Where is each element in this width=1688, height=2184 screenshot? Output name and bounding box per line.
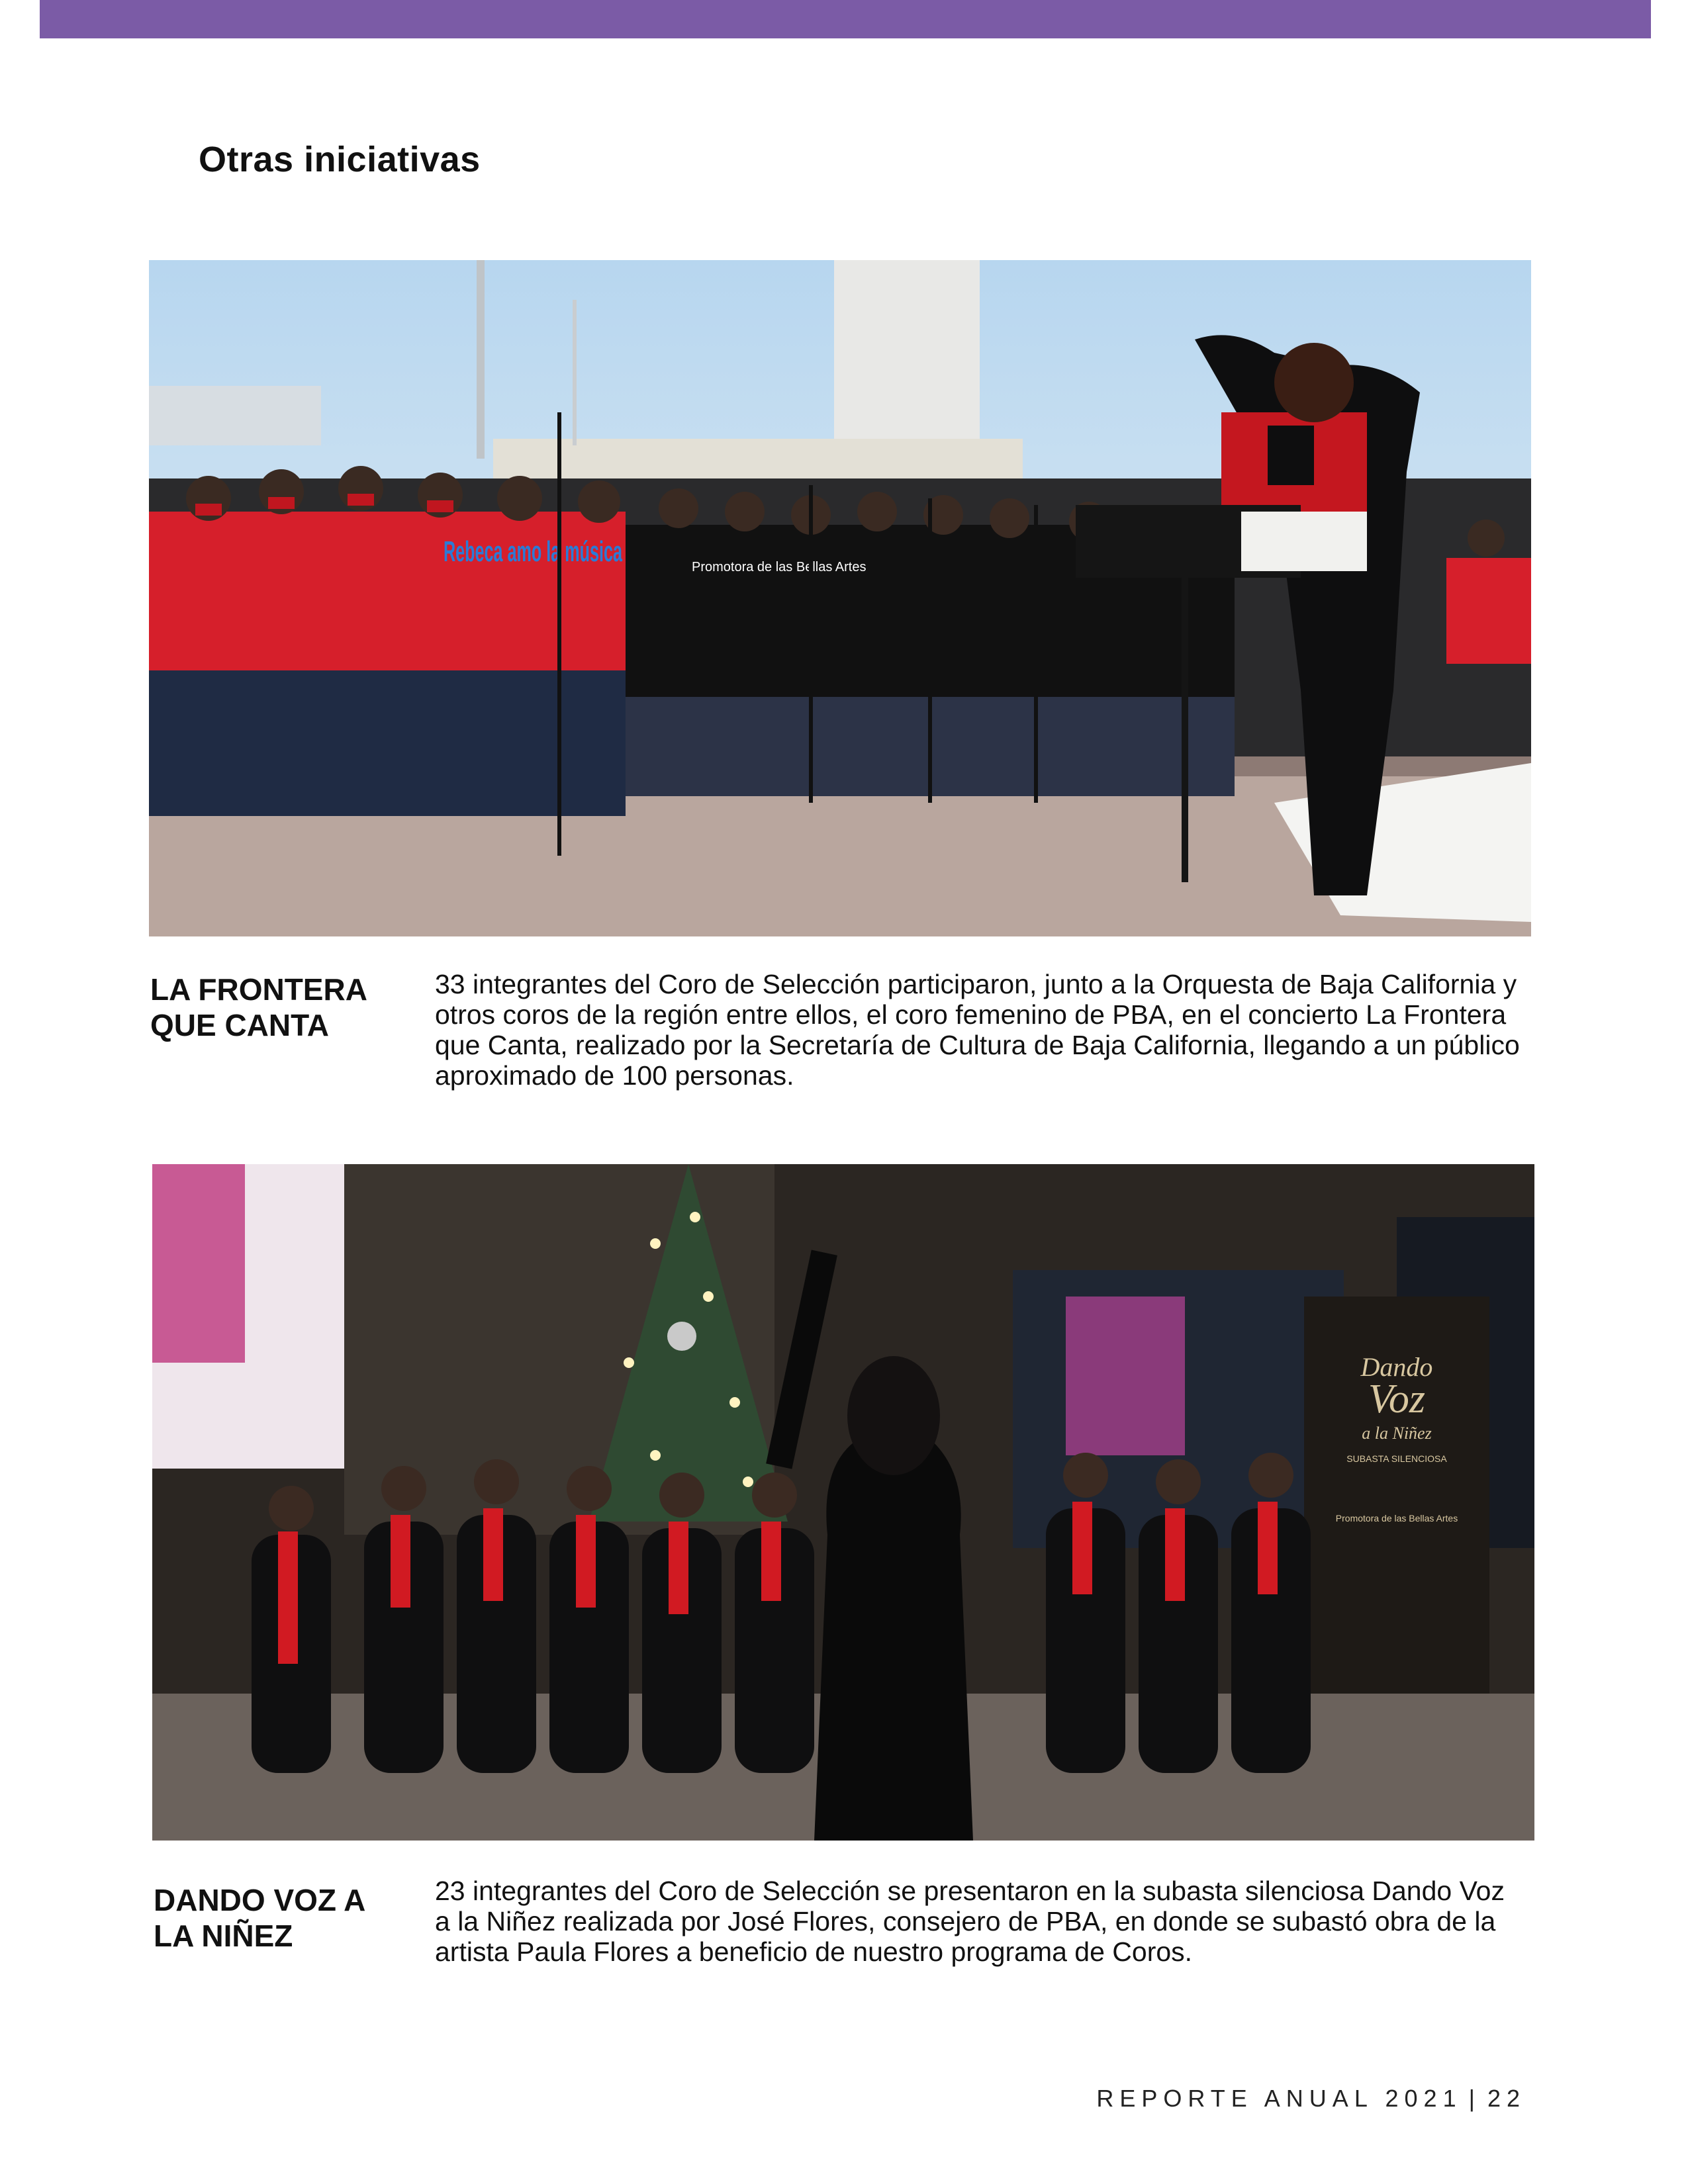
page-number: 22 [1487,2085,1526,2112]
choir-indoor-photo [152,1164,1534,1841]
banner-line-1: Dando [1360,1352,1433,1382]
page-footer [1096,2085,1526,2113]
banner-subtitle: SUBASTA SILENCIOSA [1346,1453,1447,1464]
section-title-dando-voz [154,1882,405,1954]
section-title-line: LA FRONTERA [150,972,367,1007]
report-label: REPORTE ANUAL 2021 [1096,2085,1462,2112]
section-title-line: QUE CANTA [150,1008,330,1042]
section-body-la-frontera: 33 integrantes del Coro de Selección participaron, junto a la Orquesta de Baja California y otros coros de la región entre ellos, el coro femenino de PBA, en el concierto La Frontera que Canta, realizado por la Secretaría de Cultura de Baja California, llegando a un público aproximado de 100 personas. [435,969,1520,1091]
section-title-line: DANDO VOZ A [154,1883,366,1917]
section-title-la-frontera [150,972,402,1043]
banner-line-3: a la Niñez [1362,1424,1432,1443]
section-body-dando-voz: 23 integrantes del Coro de Selección se presentaron en la subasta silenciosa Dando Voz a la Niñez realizada por José Flores, consejero de PBA, en donde se subastó obra de la artista Paula Flores a beneficio de nuestro programa de Coros. [435,1876,1505,1967]
banner-sponsor: Promotora de las Bellas Artes [1335,1513,1458,1524]
page-title: Otras iniciativas [199,140,481,179]
shirt-print-text: Rebeca amo la música [444,535,623,568]
section-title-line: LA NIÑEZ [154,1919,293,1953]
footer-separator: | [1468,2085,1481,2112]
shirt-print-text-black: Promotora de las Bellas Artes [692,560,867,574]
choir-concert-photo [149,260,1531,936]
top-accent-bar [40,0,1651,38]
banner-line-2: Voz [1368,1377,1426,1422]
